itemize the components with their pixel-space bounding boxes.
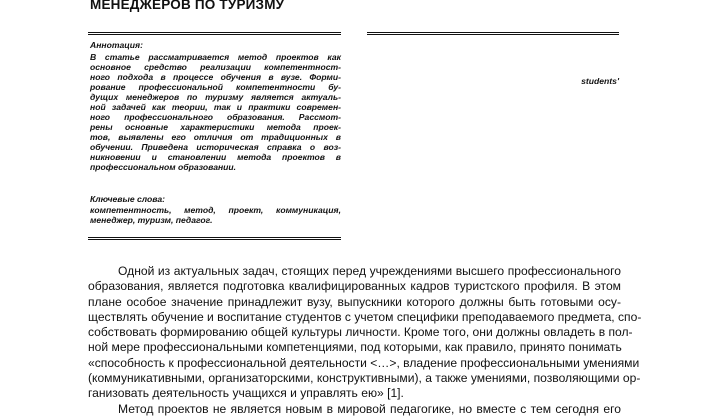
keywords-line: компетентность, метод, проект, коммуникация,	[90, 205, 341, 215]
body-line: образования, является подготовка квалифицированных кадров туристского профиля. В этом	[88, 279, 621, 294]
article-body	[88, 264, 642, 417]
keywords-label: Ключевые слова:	[90, 194, 165, 204]
body-line: Метод проектов не является новым в мировой педагогике, но вместе с тем сегодня его	[118, 401, 621, 416]
abstract-line: ного профессионального образования. Рассмот-	[90, 112, 341, 122]
keywords-line: менеджер, туризм, педагог.	[90, 215, 213, 225]
abstract-box	[88, 32, 341, 240]
abstract-line: ного подхода в процессе обучения в вузе. Форми-	[90, 72, 341, 82]
body-line: ной мере профессиональными компетенциями, под которыми, как правило, принято понимать	[88, 340, 622, 355]
abstract-line: обучении. Приведена историческая справка о воз-	[90, 142, 341, 152]
english-abstract-box	[367, 32, 619, 237]
abstract-line: рование профессиональной компетентности бу-	[90, 82, 341, 92]
keywords-text	[90, 205, 341, 225]
abstract-label: Аннотация:	[90, 40, 143, 50]
body-line: ганизовать деятельность учащихся и управлять ею» [1].	[88, 386, 404, 401]
body-line: собствовать формированию общей культуры личности. Кроме того, они должны овладеть в пол-	[88, 325, 633, 340]
body-line: (коммуникативными, организаторскими, конструктивными), а также умениями, позволяющими ор-	[88, 371, 641, 386]
abstract-line: никновении и становлении метода проектов в	[90, 152, 341, 162]
abstract-line: профессиональном образовании.	[90, 162, 237, 172]
abstract-line: ной задачей как теории, так и практики современ-	[90, 102, 341, 112]
abstract-text	[90, 52, 341, 172]
abstract-line: дущих менеджеров по туризму является актуаль-	[90, 92, 341, 102]
body-line: «способность к профессиональной деятельности <…>, владение профессиональными умениями	[88, 355, 640, 370]
english-abstract-fragment: students'	[581, 76, 619, 86]
abstract-line: основное средство реализации компетентност-	[90, 62, 341, 72]
body-line: ществлять обучение и воспитание студентов с учетом специфики преподаваемого предмета, спо-	[88, 309, 642, 324]
body-line: Одной из актуальных задач, стоящих перед учреждениями высшего профессионального	[118, 264, 621, 278]
abstract-line: тов, выявлены его отличия от традиционных в	[90, 132, 341, 142]
body-line: плане особое значение принадлежит вузу, выпускники которого должны быть готовыми осу-	[88, 294, 621, 309]
abstract-line: рены основные характеристики метода проек-	[90, 122, 341, 132]
abstract-line: В статье рассматривается метод проектов как	[90, 52, 341, 62]
article-title: МЕНЕДЖЕРОВ ПО ТУРИЗМУ	[90, 0, 285, 12]
